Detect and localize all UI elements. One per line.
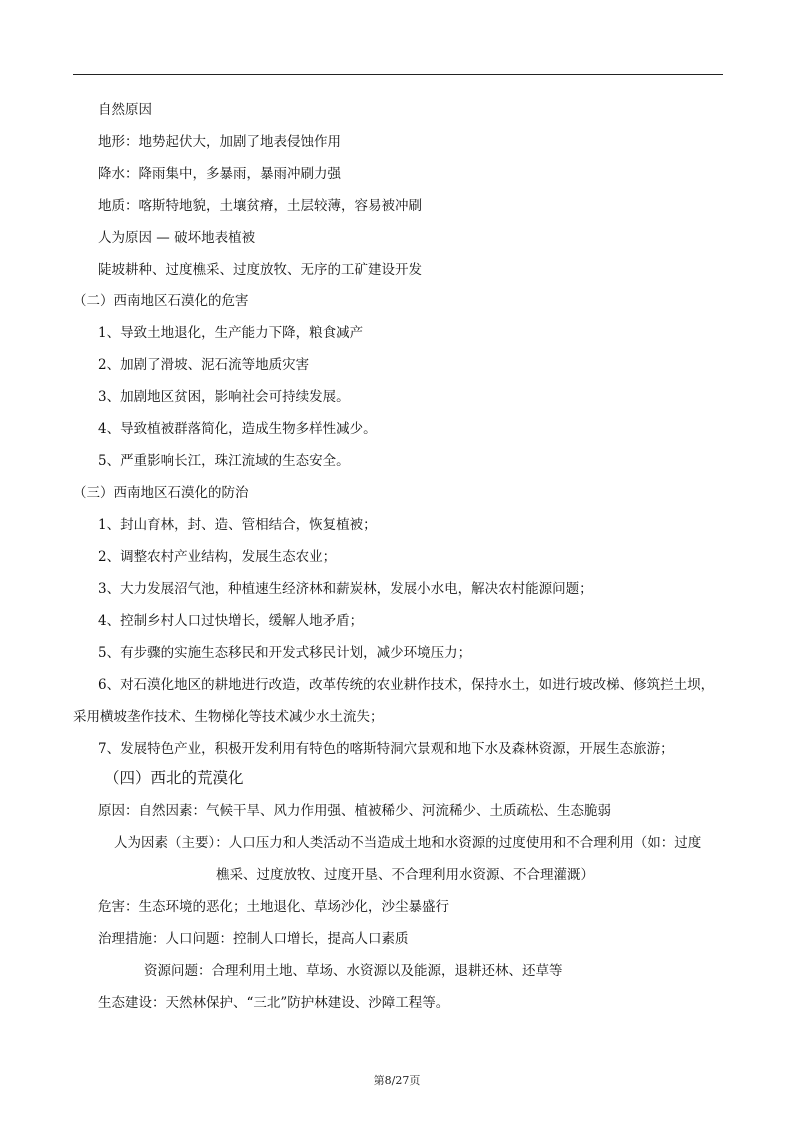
list-item: 5、严重影响长江，珠江流域的生态安全。: [98, 453, 350, 469]
section-heading: （四）西北的荒漠化: [104, 769, 244, 787]
text-line: 生态建设：天然林保护、“三北”防护林建设、沙障工程等。: [98, 995, 450, 1011]
text-line-continuation: 樵采、过度放牧、过度开垦、不合理利用水资源、不合理灌溉）: [216, 867, 594, 883]
list-item: 3、大力发展沼气池，种植速生经济林和薪炭林，发展小水电，解决农村能源问题；: [98, 581, 593, 597]
list-item: 6、对石漠化地区的耕地进行改造，改革传统的农业耕作技术，保持水土，如进行坡改梯、修筑拦土坝，: [98, 677, 715, 693]
text-line: 人为原因 — 破坏地表植被: [98, 230, 256, 246]
text-line: 陡坡耕种、过度樵采、过度放牧、无序的工矿建设开发: [98, 262, 422, 278]
list-item: 2、加剧了滑坡、泥石流等地质灾害: [98, 357, 310, 373]
text-line: 资源问题：合理利用土地、草场、水资源以及能源，退耕还林、还草等: [144, 963, 563, 979]
list-item: 1、导致土地退化，生产能力下降，粮食减产: [98, 325, 364, 341]
list-item: 4、控制乡村人口过快增长，缓解人地矛盾；: [98, 613, 364, 629]
list-item: 7、发展特色产业，积极开发利用有特色的喀斯特洞穴景观和地下水及森林资源，开展生态旅游；: [98, 741, 674, 757]
list-item: 3、加剧地区贫困，影响社会可持续发展。: [98, 389, 350, 405]
list-item: 2、调整农村产业结构，发展生态农业；: [98, 549, 337, 565]
text-line: 自然原因: [98, 102, 152, 118]
list-item: 1、封山育林，封、造、管相结合，恢复植被；: [98, 517, 377, 533]
text-line: 治理措施：人口问题：控制人口增长，提高人口素质: [98, 931, 409, 947]
header-rule: [73, 74, 723, 75]
text-line: 人为因素（主要）：人口压力和人类活动不当造成土地和水资源的过度使用和不合理利用（如：过度: [114, 835, 702, 851]
text-line: 地质：喀斯特地貌，土壤贫瘠，土层较薄，容易被冲刷: [98, 198, 422, 214]
list-item-continuation: 采用横坡垄作技术、生物梯化等技术减少水土流失；: [73, 709, 384, 725]
text-line: 地形：地势起伏大，加剧了地表侵蚀作用: [98, 134, 341, 150]
list-item: 4、导致植被群落简化，造成生物多样性减少。: [98, 421, 377, 437]
section-heading: （三）西南地区石漠化的防治: [73, 485, 249, 501]
text-line: 危害：生态环境的恶化；土地退化、草场沙化，沙尘暴盛行: [98, 899, 449, 915]
text-line: 原因：自然因素：气候干旱、风力作用强、植被稀少、河流稀少、土质疏松、生态脆弱: [98, 803, 611, 819]
list-item: 5、有步骤的实施生态移民和开发式移民计划，减少环境压力；: [98, 645, 472, 661]
section-heading: （二）西南地区石漠化的危害: [73, 293, 249, 309]
text-line: 降水：降雨集中，多暴雨，暴雨冲刷力强: [98, 166, 341, 182]
page-number: 第8/27页: [373, 1074, 421, 1087]
